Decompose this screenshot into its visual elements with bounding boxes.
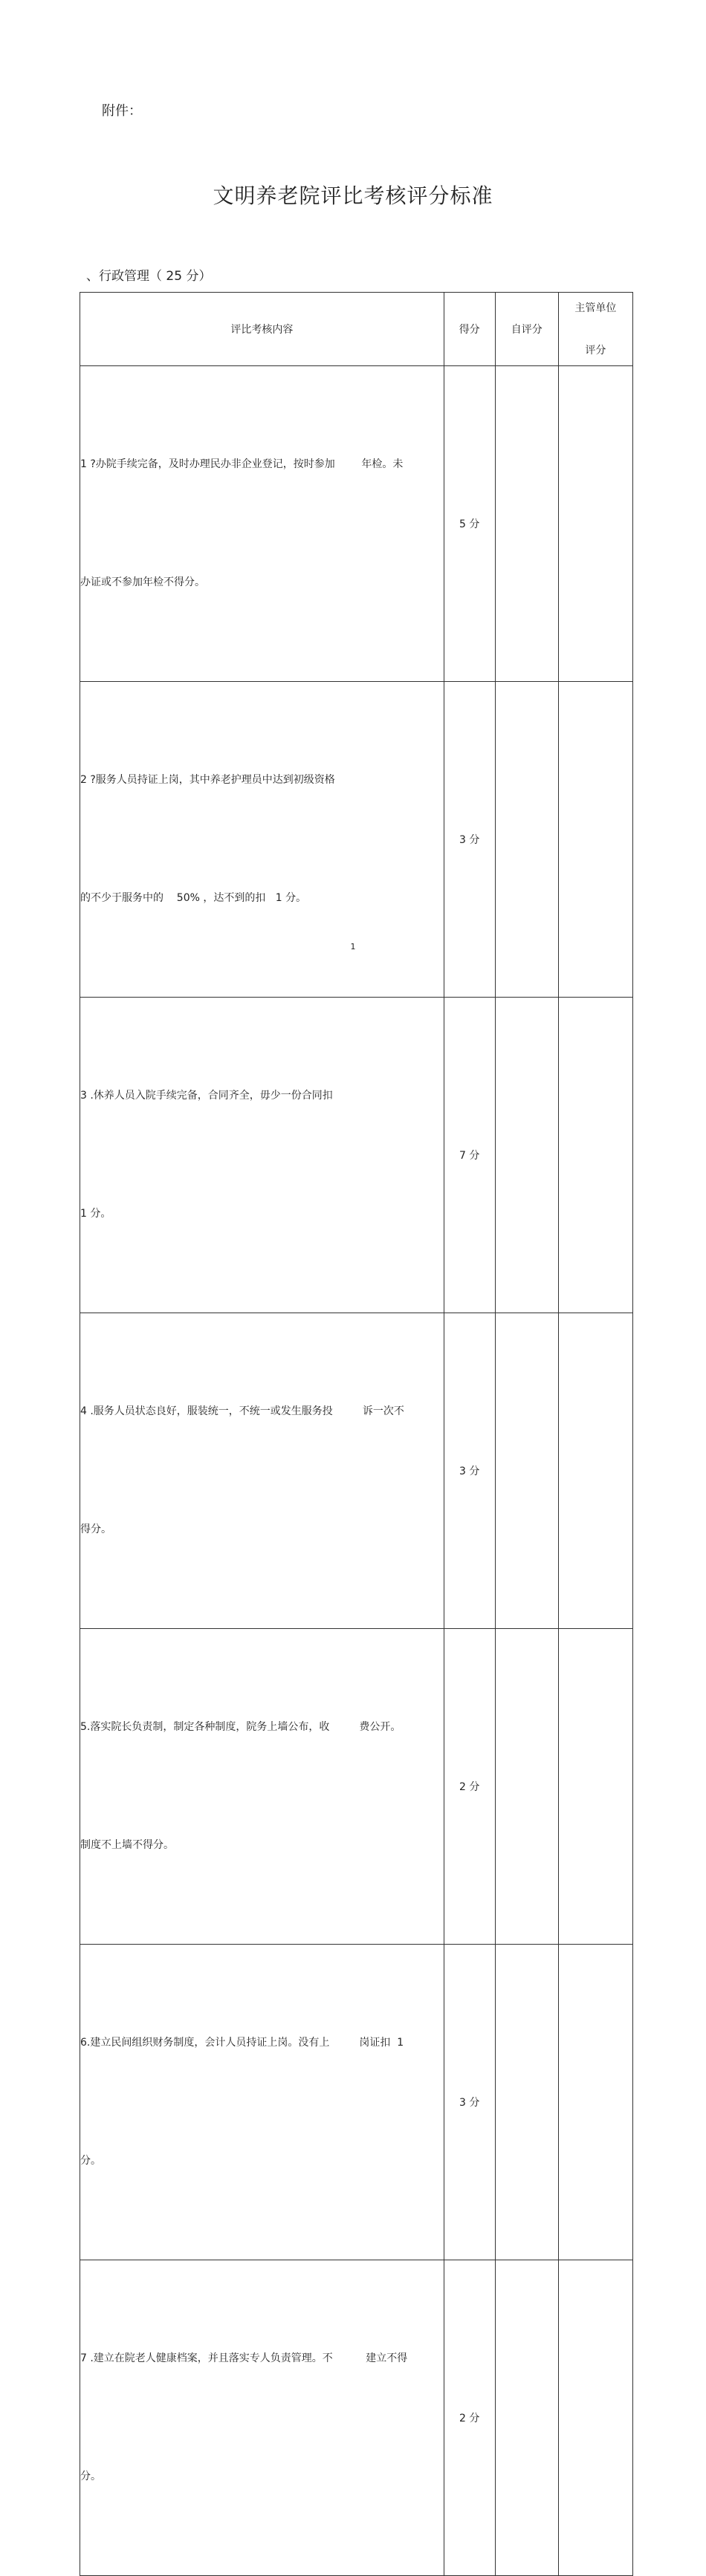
header-supervisor-score [558,293,632,366]
header-supervisor-line2: 评分 [585,344,606,357]
attachment-label: 附件： [102,103,142,119]
item-line: 办证或不参加年检不得分。 [80,576,205,588]
item-points: 3 分 [444,682,495,998]
item-line: 3 .休养人员入院手续完备，合同齐全，毋少一份合同扣 [80,1090,333,1102]
header-content: 评比考核内容 [80,293,444,366]
item-content [80,1945,444,2260]
item-content [80,366,444,682]
item-line: 6.建立民间组织财务制度，会计人员持证上岗。没有上 岗证扣 1 [80,2037,404,2049]
item-line: 1 分。 [80,1208,111,1220]
item-points: 5 分 [444,366,495,682]
header-self-score: 自评分 [495,293,558,366]
table-row [80,1313,633,1629]
supervisor-score-cell[interactable] [558,366,632,682]
table-row [80,1945,633,2260]
table-row [80,1629,633,1945]
document-title: 文明养老院评比考核评分标准 [213,183,493,208]
table-row [80,2260,633,2576]
item-content [80,1313,444,1629]
item-line: 1 ?办院手续完备，及时办理民办非企业登记，按时参加 年检。未 [80,458,404,470]
header-supervisor-line1: 主管单位 [574,302,617,314]
supervisor-score-cell[interactable] [558,2260,632,2576]
supervisor-score-cell[interactable] [558,998,632,1313]
supervisor-score-cell[interactable] [558,1629,632,1945]
item-points: 7 分 [444,998,495,1313]
item-line: 分。 [80,2471,101,2482]
item-line: 2 ?服务人员持证上岗，其中养老护理员中达到初级资格 [80,774,335,786]
self-score-cell[interactable] [495,2260,558,2576]
self-score-cell[interactable] [495,1313,558,1629]
item-content [80,1629,444,1945]
item-points: 3 分 [444,1945,495,2260]
supervisor-score-cell[interactable] [558,1945,632,2260]
item-line: 的不少于服务中的 50% ，达不到的扣 1 分。 [80,892,307,904]
table-row [80,998,633,1313]
item-points: 2 分 [444,1629,495,1945]
item-points: 2 分 [444,2260,495,2576]
section-heading: 、行政管理（ 25 分） [86,269,212,284]
item-content [80,998,444,1313]
item-line: 制度不上墙不得分。 [80,1839,174,1851]
table-header-row [80,293,633,366]
item-line: 5.落实院长负责制，制定各种制度，院务上墙公布，收 费公开。 [80,1721,401,1733]
item-line: 得分。 [80,1523,111,1535]
item-line: 4 .服务人员状态良好，服装统一，不统一或发生服务投 诉一次不 [80,1405,404,1417]
page-number: 1 [350,942,356,952]
item-content [80,2260,444,2576]
self-score-cell[interactable] [495,366,558,682]
item-points: 3 分 [444,1313,495,1629]
header-score: 得分 [444,293,495,366]
table-row [80,366,633,682]
scoring-table [80,292,633,2576]
self-score-cell[interactable] [495,1629,558,1945]
supervisor-score-cell[interactable] [558,1313,632,1629]
item-line: 7 .建立在院老人健康档案，并且落实专人负责管理。不 建立不得 [80,2352,408,2364]
self-score-cell[interactable] [495,998,558,1313]
item-line: 分。 [80,2155,101,2167]
self-score-cell[interactable] [495,1945,558,2260]
